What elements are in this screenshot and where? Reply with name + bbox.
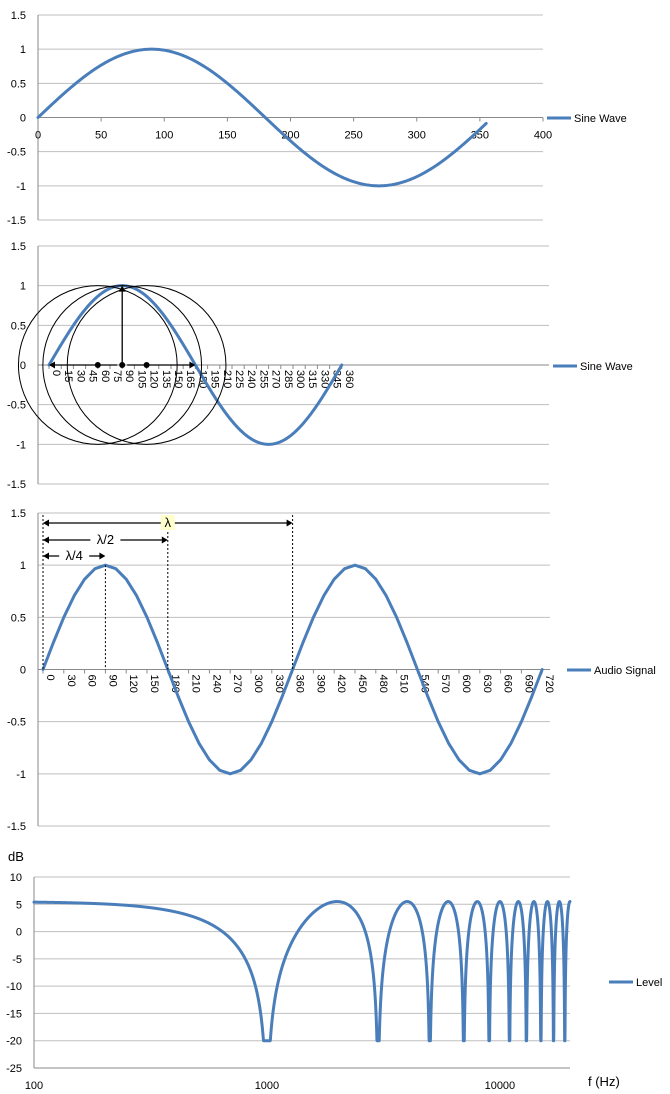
chart-2 [7, 241, 633, 491]
chart-3-xtick-label: 300 [252, 674, 264, 693]
chart-2-xtick-label: 300 [294, 370, 306, 389]
chart-2-xtick-label: 30 [74, 370, 87, 383]
chart-3-xtick-label: 0 [44, 674, 56, 681]
chart-4-legend-label: Level [636, 977, 663, 989]
chart-2-xtick-label: 285 [281, 370, 294, 389]
chart-2-ytick-label: 0 [19, 360, 26, 372]
chart-3-xtick-label: 270 [231, 674, 244, 693]
chart-3-ytick-label: -1 [16, 768, 26, 781]
chart-1-xtick-label: 100 [155, 129, 174, 142]
chart-3-xtick-label: 120 [127, 674, 140, 693]
chart-2-xtick-label: 330 [318, 370, 331, 389]
chart-3-xtick-label: 480 [376, 674, 389, 693]
chart-3-dimension-head [43, 537, 49, 544]
chart-4-ylabel: dB [8, 849, 24, 864]
chart-3-xtick-label: 630 [480, 674, 493, 693]
chart-3-xtick-label: 690 [522, 674, 535, 693]
chart-4-xtick-label: 100 [24, 1080, 44, 1092]
chart-1-ytick-label: 0 [19, 112, 26, 125]
chart-3-dimension-head [99, 553, 105, 560]
chart-1-ytick-label: 0.5 [10, 78, 26, 91]
chart-3-ytick-label: -0.5 [7, 716, 26, 729]
chart-2-xtick-label: 210 [220, 370, 233, 389]
chart-3-xtick-label: 600 [460, 674, 472, 693]
chart-3-xtick-label: 450 [356, 674, 368, 693]
chart-1-ytick-label: -1 [16, 180, 26, 193]
chart-3-dimension-head [43, 553, 49, 560]
chart-3-xtick-label: 60 [85, 674, 98, 687]
chart-1-xtick-label: 200 [281, 129, 300, 142]
chart-4-xtick-label: 10000 [484, 1080, 516, 1092]
chart-3-xtick-label: 420 [335, 674, 348, 693]
chart-2-xtick-label: 75 [111, 370, 123, 383]
chart-2-xtick-label: 165 [184, 370, 197, 389]
chart-4-ytick-label: -20 [6, 1035, 22, 1048]
chart-2-xtick-label: 360 [342, 370, 355, 389]
chart-2-ytick-label: 1 [19, 280, 26, 293]
chart-3-xtick-label: 510 [397, 674, 410, 693]
chart-4-xlabel: f (Hz) [588, 1074, 620, 1089]
chart-3-xtick-label: 90 [106, 674, 119, 687]
chart-2-ytick-label: -0.5 [7, 399, 26, 412]
chart-2-ytick-label: -1.5 [7, 479, 26, 491]
chart-2-xtick-label: 240 [245, 370, 258, 389]
chart-2-xtick-label: 120 [147, 370, 160, 389]
chart-2-xtick-label: 90 [123, 370, 136, 383]
chart-2-ytick-label: 0.5 [10, 320, 26, 333]
chart-3-dimension-head [162, 537, 168, 544]
chart-1-ytick-label: 1 [19, 44, 26, 57]
chart-4-ytick-label: 5 [15, 899, 22, 912]
chart-4-ytick-label: -15 [6, 1008, 22, 1021]
chart-2-xtick-label: 150 [172, 370, 184, 389]
chart-1-xtick-label: 400 [533, 129, 553, 142]
chart-1-xtick-label: 250 [344, 129, 363, 142]
chart-3-xtick-label: 540 [418, 674, 431, 693]
chart-3-ytick-label: 0 [19, 664, 26, 677]
chart-3-ytick-label: 0.5 [10, 612, 26, 625]
chart-3-xtick-label: 210 [189, 674, 202, 693]
chart-4-xtick-label: 1000 [254, 1080, 280, 1092]
chart-2-xtick-label: 45 [86, 370, 99, 383]
chart-3-legend-label: Audio Signal [594, 665, 656, 677]
chart-1-ytick-label: -1.5 [7, 215, 26, 227]
chart-3-xtick-label: 330 [272, 674, 285, 693]
chart-3-ytick-label: 1 [19, 560, 26, 573]
chart-1-xtick-label: 50 [95, 129, 108, 142]
chart-1-xtick-label: 300 [407, 129, 426, 142]
chart-4-ytick-label: -25 [6, 1063, 22, 1075]
chart-3-xtick-label: 660 [501, 674, 514, 693]
chart-3-dimension-label: λ [164, 515, 172, 530]
chart-3-ytick-label: -1.5 [7, 821, 26, 833]
chart-4-ytick-label: 0 [15, 926, 22, 939]
chart-1-legend-label: Sine Wave [574, 113, 627, 125]
chart-3-ytick-label: 1.5 [10, 508, 26, 520]
chart-2-xtick-label: 225 [233, 370, 245, 389]
chart-4 [6, 849, 662, 1092]
chart-3 [7, 508, 656, 833]
chart-2-ytick-label: 1.5 [10, 241, 26, 253]
chart-3-xtick-label: 720 [543, 674, 556, 693]
chart-1-xtick-label: 350 [470, 129, 490, 142]
chart-3-dimension-label: λ/2 [96, 532, 115, 547]
chart-2-xtick-label: 15 [62, 370, 75, 383]
chart-3-dimension-head [43, 520, 49, 527]
chart-3-xtick-label: 390 [314, 674, 327, 693]
chart-3-xtick-label: 360 [293, 674, 306, 693]
chart-2-xtick-label: 315 [306, 370, 319, 389]
chart-3-dimension-head [287, 520, 293, 527]
chart-1-ytick-label: 1.5 [10, 10, 26, 22]
chart-3-xtick-label: 570 [439, 674, 452, 693]
chart-2-xtick-label: 195 [208, 370, 221, 389]
chart-3-xtick-label: 30 [64, 674, 77, 687]
chart-1 [7, 10, 627, 227]
chart-4-ytick-label: 10 [9, 872, 22, 884]
chart-3-xtick-label: 240 [210, 674, 223, 693]
chart-2-xtick-label: 180 [196, 370, 209, 389]
chart-2-xtick-label: 105 [135, 370, 148, 389]
chart-3-dimension-label: λ/4 [65, 548, 83, 563]
chart-2-xtick-label: 270 [269, 370, 282, 389]
chart-1-xtick-label: 0 [34, 129, 42, 142]
chart-2-legend-label: Sine Wave [580, 361, 633, 373]
chart-4-series-line [34, 902, 570, 1041]
chart-4-ytick-label: -5 [12, 953, 22, 966]
chart-1-xtick-label: 150 [218, 129, 237, 142]
chart-1-ytick-label: -0.5 [7, 146, 26, 159]
chart-2-xtick-label: 255 [257, 370, 270, 389]
chart-2-ytick-label: -1 [16, 439, 26, 452]
chart-3-xtick-label: 150 [148, 674, 160, 693]
chart-4-ytick-label: -10 [6, 981, 22, 994]
chart-3-xtick-label: 180 [168, 674, 181, 693]
chart-2-xtick-label: 60 [98, 370, 111, 383]
chart-2-xtick-label: 0 [50, 370, 62, 377]
chart-2-xtick-label: 135 [159, 370, 172, 389]
chart-2-xtick-label: 345 [330, 370, 343, 389]
